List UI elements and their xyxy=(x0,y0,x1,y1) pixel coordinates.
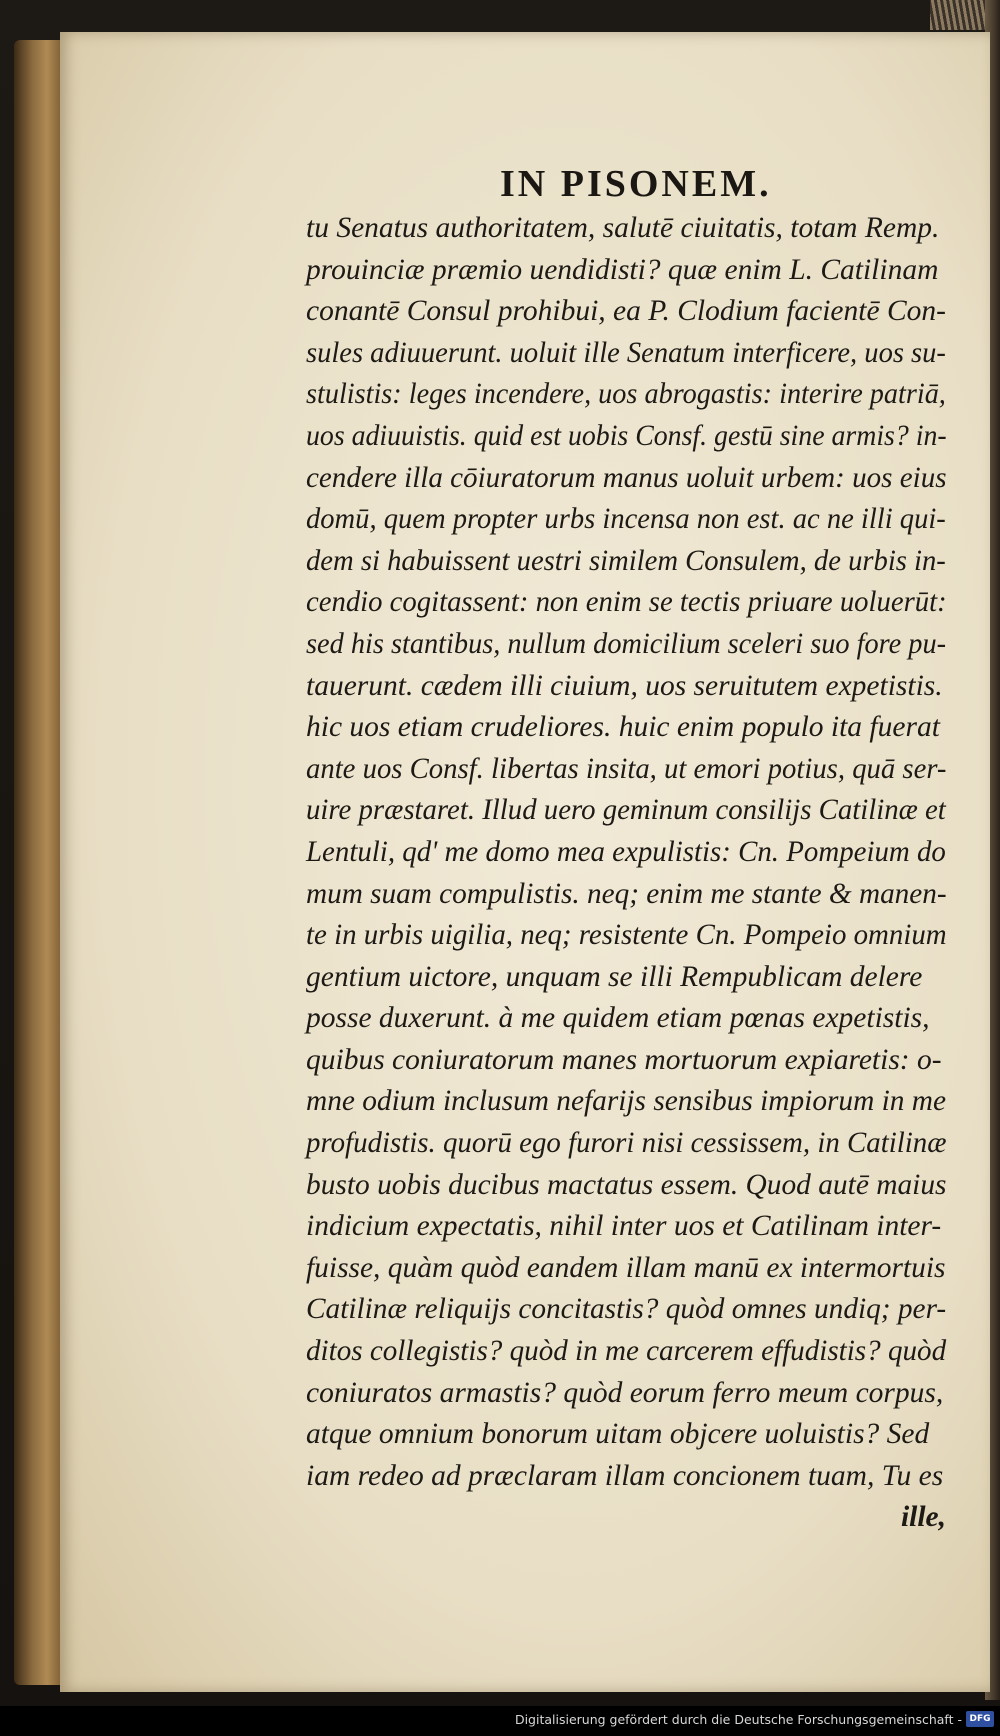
text-line: ditos collegistis? quòd in me carcerem effudistis? quòd xyxy=(306,1335,947,1368)
text-line: dem si habuissent uestri similem Consulem, de urbis in- xyxy=(306,544,946,577)
text-line: mne odium inclusum nefarijs sensibus impiorum in me xyxy=(306,1085,947,1118)
text-line: quibus coniuratorum manes mortuorum expiaretis: o- xyxy=(306,1043,942,1076)
text-line: cendio cogitassent: non enim se tectis priuare uoluerūt: xyxy=(306,586,947,619)
text-line: tu Senatus authoritatem, salutē ciuitatis, totam Remp. xyxy=(306,212,940,244)
text-line: posse duxerunt. à me quidem etiam pœnas expetistis, xyxy=(306,1002,930,1035)
text-line: prouinciæ præmio uendidisti? quæ enim L. Catilinam xyxy=(306,253,939,286)
text-line: uos adiuuistis. quid est uobis Consf. gestū sine armis? in- xyxy=(306,419,947,452)
text-line: mum suam compulistis. neq; enim me stante & manen- xyxy=(306,877,947,910)
text-line: hic uos etiam crudeliores. huic enim populo ita fuerat xyxy=(306,711,940,744)
text-line: uire præstaret. Illud uero geminum consilijs Catilinæ et xyxy=(306,794,946,827)
text-line: sed his stantibus, nullum domicilium sceleri suo fore pu- xyxy=(306,627,947,660)
text-line: iam redeo ad præclaram illam concionem tuam, Tu es xyxy=(306,1459,944,1492)
text-line: fuisse, quàm quòd eandem illam manū ex intermortuis xyxy=(306,1251,946,1284)
text-line: atque omnium bonorum uitam objcere uoluistis? Sed xyxy=(306,1418,930,1451)
catchword: ille, xyxy=(900,1501,946,1534)
footer-credit: Digitalisierung gefördert durch die Deutsche Forschungsgemeinschaft - xyxy=(514,1712,962,1727)
text-line: indicium expectatis, nihil inter uos et Catilinam inter- xyxy=(306,1210,942,1243)
text-line: coniuratos armastis? quòd eorum ferro meum corpus, xyxy=(306,1376,944,1409)
text-line: tauerunt. cædem illi ciuium, uos seruitutem expetistis. xyxy=(306,669,943,702)
running-header: IN PISONEM. xyxy=(500,163,772,205)
text-line: cendere illa cōiuratorum manus uoluit urbem: uos eius xyxy=(306,461,947,494)
text-line: busto uobis ducibus mactatus essem. Quod autē maius xyxy=(306,1168,947,1201)
footer-bar xyxy=(0,1706,1000,1736)
text-line: Catilinæ reliquijs concitastis? quòd omnes undiq; per- xyxy=(306,1293,947,1326)
text-line: profudistis. quorū ego furori nisi cessissem, in Catilinæ xyxy=(306,1127,947,1160)
text-line: sules adiuuerunt. uoluit ille Senatum interficere, uos su- xyxy=(306,336,946,369)
body-text xyxy=(306,208,946,1539)
text-line: conantē Consul prohibui, ea P. Clodium facientē Con- xyxy=(306,295,946,328)
text-line: te in urbis uigilia, neq; resistente Cn. Pompeio omnium xyxy=(306,919,947,952)
text-line: ante uos Consf. libertas insita, ut emori potius, quā ser- xyxy=(306,752,947,785)
text-line: stulistis: leges incendere, uos abrogastis: interire patriā, xyxy=(306,378,946,411)
dfg-logo[interactable]: DFG xyxy=(966,1711,994,1727)
text-line: domū, quem propter urbs incensa non est. ac ne illi qui- xyxy=(306,503,946,536)
text-line: gentium uictore, unquam se illi Rempublicam delere xyxy=(306,960,923,993)
text-line: Lentuli, qd' me domo mea expulistis: Cn. Pompeium do xyxy=(306,835,946,868)
